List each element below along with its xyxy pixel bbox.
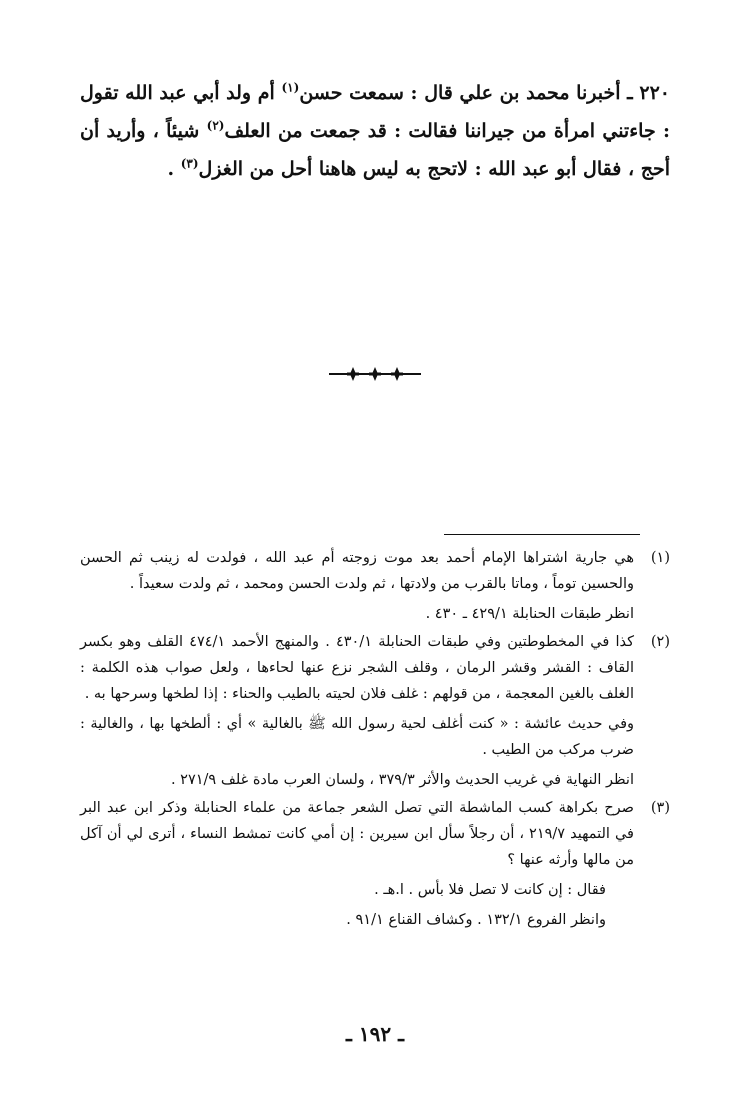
footnote-3 <box>80 795 670 933</box>
footnote-ref-2: (٢) <box>206 118 225 133</box>
hadith-220-text <box>80 74 670 188</box>
main-text-part-a: ٢٢٠ ـ أخبرنا محمد بن علي قال : سمعت حسن <box>299 82 670 104</box>
footnote-2 <box>80 629 670 793</box>
footnote-number: (٢) <box>650 634 670 650</box>
footnote-text: صرح بكراهة كسب الماشطة التي تصل الشعر جماعة من علماء الحنابلة وذكر ابن عبد البر في التمهيد ٢١٩/٧ ، أن رجلاً سأل ابن سيرين : إن أمي كانت تمشط النساء ، أترى لي أن آكل من مالها وأرثه عنها ؟ <box>80 800 634 868</box>
footnote-reference: انظر طبقات الحنابلة ٤٢٩/١ ـ ٤٣٠ . <box>425 606 634 622</box>
footnote-1 <box>80 545 670 627</box>
footnote-reference: وانظر الفروع ١٣٢/١ . وكشاف القناع ٩١/١ . <box>346 912 606 928</box>
footnote-ref-1: (١) <box>281 80 300 95</box>
main-text-part-c: شيئاً ، وأريد أن أحج ، فقال أبو عبد الله : لاتحج به ليس هاهنا أحل من الغزل <box>80 120 670 180</box>
footnote-text: هي جارية اشتراها الإمام أحمد بعد موت زوجته أم عبد الله ، فولدت له زينب ثم الحسن والحسين توماً ، وماتا بالقرب من ولادتها ، ثم ولدت الحسن ومحمد ، ثم ولدت سعيداً . <box>80 550 634 592</box>
footnote-reference: انظر النهاية في غريب الحديث والأثر ٣٧٩/٣ ، ولسان العرب مادة غلف ٢٧١/٩ . <box>170 772 634 788</box>
footnote-number: (٣) <box>650 800 670 816</box>
main-text-part-d: . <box>167 158 181 180</box>
section-divider-ornament <box>0 364 750 388</box>
footnotes-section <box>80 545 670 933</box>
main-text-part-b: أم ولد أبي عبد الله تقول : جاءتني امرأة من جيراننا فقالت : قد جمعت من العلف <box>80 82 670 142</box>
footnote-separator <box>444 534 640 535</box>
footnote-text: فقال : إن كانت لا تصل فلا بأس . ا.هـ . <box>374 882 606 898</box>
footnote-text: كذا في المخطوطتين وفي طبقات الحنابلة ٤٣٠/١ . والمنهج الأحمد ٤٧٤/١ القلف وهو بكسر القاف : القشر وقشر الرمان ، وقلف الشجر نزع عنها لحاءها ، ولعل صواب هذه الكلمة : الغلف بالغين المعجمة ، من قولهم : غلف فلان لحيته بالطيب والحناء : إذا لطخها وسرحها به . <box>80 634 634 702</box>
footnote-text: وفي حديث عائشة : « كنت أغلف لحية رسول الله ﷺ بالغالية » أي : ألطخها بها ، والغالية : ضرب مركب من الطيب . <box>80 716 634 758</box>
footnote-ref-3: (٣) <box>180 156 199 171</box>
footnote-number: (١) <box>650 550 670 566</box>
page-number: ـ ١٩٢ ـ <box>346 1022 404 1046</box>
ornament-icon <box>327 364 423 384</box>
